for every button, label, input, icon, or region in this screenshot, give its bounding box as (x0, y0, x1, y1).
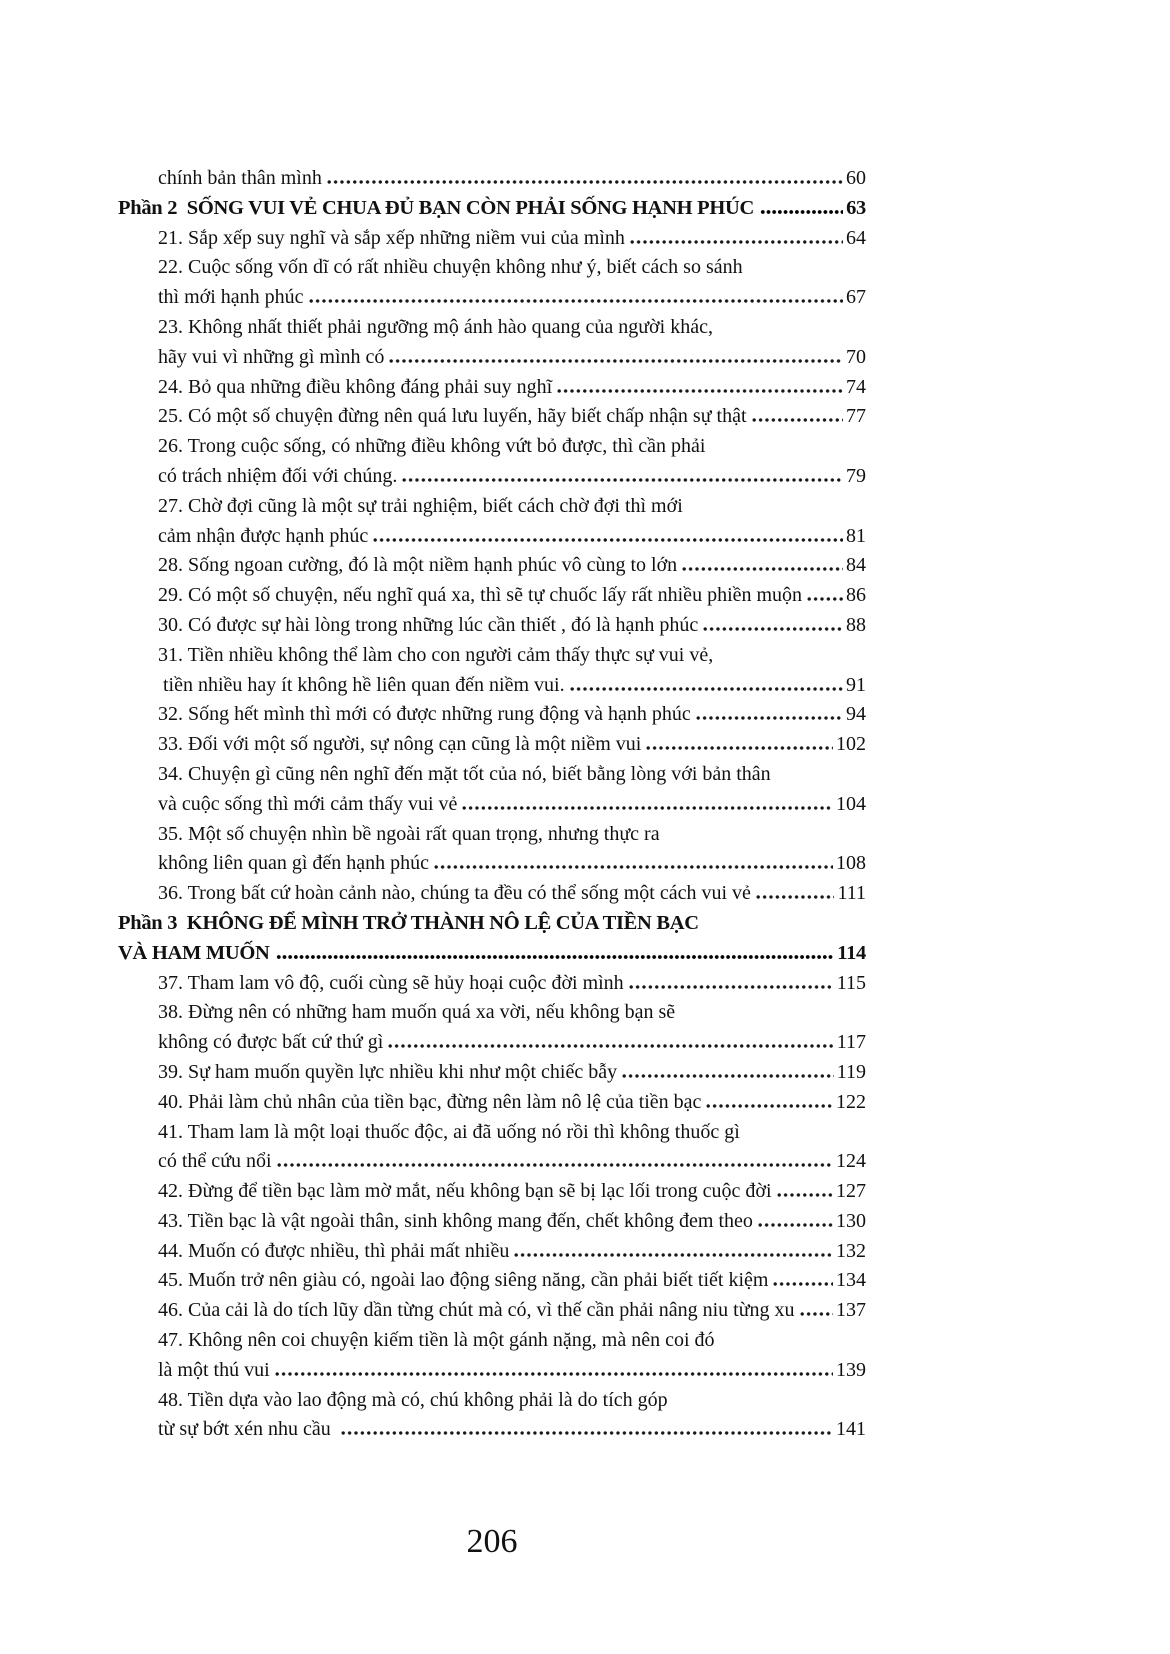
toc-entry (118, 1118, 866, 1148)
dot-leader (513, 1249, 833, 1257)
dot-leader (772, 1278, 833, 1286)
toc-entry (118, 1296, 866, 1326)
toc-entry-page: 84 (846, 554, 866, 577)
toc-entry-text: 36. Trong bất cứ hoàn cảnh nào, chúng ta đều có thể sống một cách vui vẻ (158, 882, 751, 905)
toc-entry-page: 108 (836, 852, 866, 875)
toc-entry (118, 1088, 866, 1118)
toc-entry-page: 91 (846, 673, 866, 696)
toc-entry (118, 432, 866, 462)
toc-entry-page: 60 (846, 167, 866, 189)
toc-entry-text: từ sự bớt xén nhu cầu (158, 1418, 336, 1441)
toc-entry-text: cảm nhận được hạnh phúc (158, 524, 369, 547)
toc-entry (118, 760, 866, 790)
toc-entry-text: 30. Có được sự hài lòng trong những lúc cần thiết , đó là hạnh phúc (158, 613, 699, 636)
toc-entry-text: 31. Tiền nhiều không thể làm cho con người cảm thấy thực sự vui vẻ, (158, 643, 714, 666)
toc-entry (118, 1207, 866, 1237)
toc-entry-text: 41. Tham lam là một loại thuốc độc, ai đã uống nó rồi thì không thuốc gì (158, 1120, 740, 1143)
toc-entry (118, 879, 866, 909)
dot-leader (751, 414, 843, 422)
dot-leader (326, 176, 843, 184)
toc-entry-page: 114 (837, 941, 866, 964)
toc-entry-page: 130 (836, 1209, 866, 1232)
dot-leader (461, 802, 833, 810)
toc-part-header (118, 939, 866, 969)
dot-leader (702, 623, 843, 631)
toc-entry-page: 124 (836, 1150, 866, 1173)
toc-entry (118, 700, 866, 730)
toc-entry (118, 790, 866, 820)
toc-entry (118, 373, 866, 403)
toc-entry-page: 70 (846, 345, 866, 368)
toc-entry (118, 1386, 866, 1416)
toc-entry-page: 81 (846, 524, 866, 547)
toc-entry-text: có trách nhiệm đối với chúng. (158, 464, 398, 487)
toc-entry (118, 1266, 866, 1296)
toc-entry (118, 1356, 866, 1386)
toc-entry-page: 111 (837, 882, 866, 905)
toc-entry-page: 94 (846, 703, 866, 726)
toc-entry-text: là một thú vui (158, 1358, 270, 1381)
toc-entry-text: không liên quan gì đến hạnh phúc (158, 852, 430, 875)
toc-entry (118, 492, 866, 522)
toc-entry-page: 117 (836, 1031, 866, 1054)
toc-entry (118, 253, 866, 283)
dot-leader (388, 355, 843, 363)
toc-entry-page: 79 (846, 464, 866, 487)
toc-entry-text: 33. Đối với một số người, sự nông cạn cũng là một niềm vui (158, 733, 642, 756)
toc-entry-page: 86 (846, 584, 866, 607)
toc-entry-text: và cuộc sống thì mới cảm thấy vui vẻ (158, 792, 458, 815)
toc-entry-text: 28. Sống ngoan cường, đó là một niềm hạnh phúc vô cùng to lớn (158, 554, 678, 577)
toc-entry-text: 25. Có một số chuyện đừng nên quá lưu luyến, hãy biết chấp nhận sự thật (158, 405, 747, 428)
toc-entry-page: 63 (846, 196, 866, 219)
toc-entry (118, 402, 866, 432)
toc-entry (118, 1147, 866, 1177)
toc-entry (118, 164, 866, 194)
toc-entry (118, 581, 866, 611)
toc-list (118, 164, 866, 1445)
toc-entry-text: 39. Sự ham muốn quyền lực nhiều khi như một chiếc bẫy (158, 1060, 618, 1083)
toc-part-header (118, 194, 866, 224)
toc-entry-text: 48. Tiền dựa vào lao động mà có, chú không phải là do tích góp (158, 1388, 668, 1411)
toc-entry (118, 522, 866, 552)
toc-entry-page: 104 (836, 792, 866, 815)
dot-leader (757, 1219, 833, 1227)
toc-entry-text: 22. Cuộc sống vốn dĩ có rất nhiều chuyện không như ý, biết cách so sánh (158, 256, 743, 279)
toc-entry (118, 1028, 866, 1058)
dot-leader (433, 861, 833, 869)
toc-entry (118, 969, 866, 999)
toc-entry-text: tiền nhiều hay ít không hề liên quan đến niềm vui. (158, 673, 565, 696)
toc-entry-text: Phần 2 SỐNG VUI VẺ CHUA ĐỦ BẠN CÒN PHẢI SỐNG HẠNH PHÚC (118, 196, 754, 219)
toc-entry (118, 462, 866, 492)
toc-entry (118, 998, 866, 1028)
toc-entry-page: 115 (836, 971, 866, 994)
dot-leader (340, 1427, 833, 1435)
dot-leader (569, 683, 843, 691)
dot-leader (387, 1040, 833, 1048)
toc-entry (118, 730, 866, 760)
toc-entry-text: 43. Tiền bạc là vật ngoài thân, sinh không mang đến, chết không đem theo (158, 1209, 753, 1232)
dot-leader (776, 1189, 833, 1197)
toc-entry (118, 343, 866, 373)
toc-entry-page: 127 (836, 1180, 866, 1203)
toc-entry-text: thì mới hạnh phúc (158, 286, 304, 309)
toc-entry-page: 122 (836, 1090, 866, 1113)
toc-entry-page: 119 (836, 1060, 866, 1083)
toc-entry-page: 64 (846, 226, 866, 249)
dot-leader (621, 1070, 834, 1078)
toc-entry (118, 283, 866, 313)
toc-entry-text: 34. Chuyện gì cũng nên nghĩ đến mặt tốt của nó, biết bằng lòng với bản thân (158, 762, 771, 785)
toc-entry-text: 27. Chờ đợi cũng là một sự trải nghiệm, biết cách chờ đợi thì mới (158, 494, 683, 517)
toc-entry-page: 137 (836, 1299, 866, 1322)
dot-leader (629, 236, 843, 244)
toc-entry (118, 820, 866, 850)
dot-leader (401, 474, 843, 482)
dot-leader (755, 891, 835, 899)
toc-entry (118, 611, 866, 641)
dot-leader (372, 534, 843, 542)
dot-leader (628, 981, 834, 989)
dot-leader (645, 742, 833, 750)
toc-entry-page: 77 (846, 405, 866, 428)
toc-entry-page: 139 (836, 1358, 866, 1381)
toc-entry-page: 132 (836, 1239, 866, 1262)
dot-leader (705, 1100, 833, 1108)
dot-leader (695, 712, 843, 720)
toc-entry-page: 67 (846, 286, 866, 309)
dot-leader (760, 206, 843, 214)
toc-entry-text: 45. Muốn trở nên giàu có, ngoài lao động siêng năng, cần phải biết tiết kiệm (158, 1269, 769, 1292)
dot-leader (274, 1368, 833, 1376)
toc-entry-text: 46. Của cải là do tích lũy dần từng chút mà có, vì thế cần phải nâng niu từng xu (158, 1299, 795, 1322)
toc-entry-text: 23. Không nhất thiết phải ngưỡng mộ ánh hào quang của người khác, (158, 315, 713, 338)
toc-entry-text: 42. Đừng để tiền bạc làm mờ mắt, nếu không bạn sẽ bị lạc lối trong cuộc đời (158, 1180, 772, 1203)
toc-entry-text: 38. Đừng nên có những ham muốn quá xa vời, nếu không bạn sẽ (158, 1001, 676, 1024)
toc-entry (118, 671, 866, 701)
toc-entry-page: 74 (846, 375, 866, 398)
toc-entry-text: có thể cứu nổi (158, 1150, 272, 1173)
toc-entry (118, 1326, 866, 1356)
dot-leader (556, 385, 843, 393)
toc-entry-text: 35. Một số chuyện nhìn bề ngoài rất quan trọng, nhưng thực ra (158, 822, 660, 845)
toc-entry (118, 641, 866, 671)
dot-leader (681, 563, 843, 571)
toc-entry (118, 1237, 866, 1267)
toc-entry (118, 224, 866, 254)
table-of-contents (118, 164, 866, 1445)
toc-entry-text: chính bản thân mình (158, 167, 322, 189)
dot-leader (276, 1159, 833, 1167)
dot-leader (806, 593, 843, 601)
toc-entry (118, 551, 866, 581)
toc-entry-text: 26. Trong cuộc sống, có những điều không vứt bỏ được, thì cần phải (158, 435, 706, 458)
toc-entry-page: 134 (836, 1269, 866, 1292)
toc-entry-page: 141 (836, 1418, 866, 1441)
toc-entry-text: 44. Muốn có được nhiều, thì phải mất nhiều (158, 1239, 510, 1262)
toc-entry-text: 21. Sắp xếp suy nghĩ và sắp xếp những niềm vui của mình (158, 226, 625, 249)
page-number: 206 (466, 1523, 518, 1560)
toc-entry (118, 1177, 866, 1207)
toc-entry (118, 849, 866, 879)
toc-part-header (118, 909, 866, 939)
toc-entry-text: 32. Sống hết mình thì mới có được những rung động và hạnh phúc (158, 703, 691, 726)
dot-leader (276, 951, 835, 959)
toc-entry-text: hãy vui vì những gì mình có (158, 345, 385, 368)
toc-entry-text: 40. Phải làm chủ nhân của tiền bạc, đừng nên làm nô lệ của tiền bạc (158, 1090, 702, 1113)
dot-leader (799, 1308, 833, 1316)
toc-entry-text: 29. Có một số chuyện, nếu nghĩ quá xa, thì sẽ tự chuốc lấy rất nhiều phiền muộn (158, 584, 803, 607)
toc-entry-text: 24. Bỏ qua những điều không đáng phải suy nghĩ (158, 375, 553, 398)
toc-entry-page: 88 (846, 613, 866, 636)
dot-leader (308, 295, 843, 303)
toc-entry-text: 47. Không nên coi chuyện kiếm tiền là một gánh nặng, mà nên coi đó (158, 1329, 715, 1352)
toc-entry-page: 102 (836, 733, 866, 756)
toc-entry-text: Phần 3 KHÔNG ĐỂ MÌNH TRỞ THÀNH NÔ LỆ CỦA TIỀN BẠC (118, 911, 699, 934)
toc-entry-text: 37. Tham lam vô độ, cuối cùng sẽ hủy hoại cuộc đời mình (158, 971, 624, 994)
toc-entry-text: không có được bất cứ thứ gì (158, 1031, 384, 1054)
toc-entry (118, 1058, 866, 1088)
toc-entry-text: VÀ HAM MUỐN (118, 941, 270, 964)
toc-entry (118, 313, 866, 343)
toc-entry (118, 1415, 866, 1445)
